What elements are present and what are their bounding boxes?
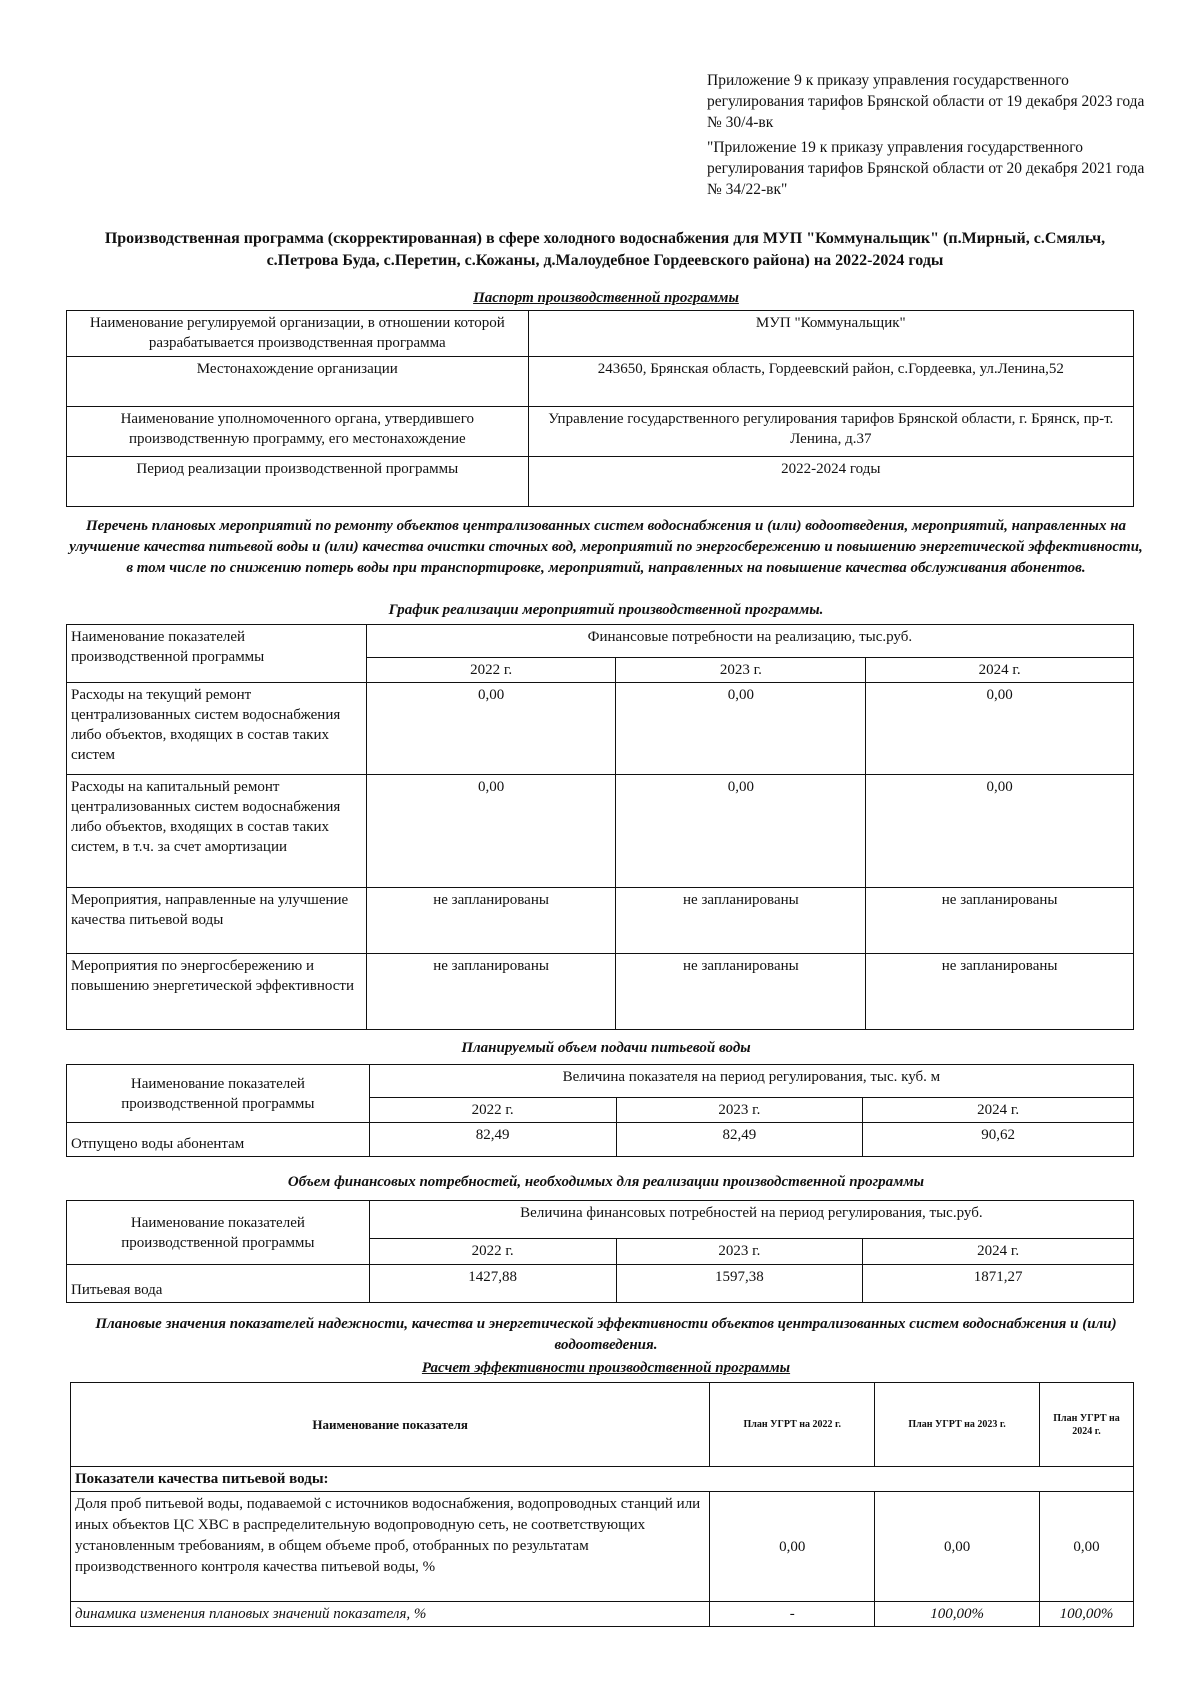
- indicators-table: [70, 1382, 1134, 1627]
- finance-header-row: [67, 1201, 1134, 1239]
- volume-value: 82,49: [616, 1123, 863, 1157]
- finance-value: 1871,27: [863, 1265, 1134, 1303]
- finance-table: [66, 1200, 1134, 1303]
- document-title: Производственная программа (скорректированная) в сфере холодного водоснабжения для МУП "Коммунальщик" (п.Мирный, с.Смяльч, с.Петрова Буда, с.Перетин, с.Кожаны, д.Малоудебное Гордеевского района) на 2022-2024 годы: [104, 230, 1106, 269]
- measure-value: не запланированы: [366, 954, 616, 1030]
- passport-table: [66, 310, 1134, 507]
- table-row: [67, 683, 1134, 775]
- passport-row: [67, 311, 1134, 357]
- volume-label: Отпущено воды абонентам: [67, 1123, 370, 1157]
- passport-value: 2022-2024 годы: [528, 457, 1133, 507]
- year-header: 2023 г.: [616, 658, 866, 683]
- plan-header: План УГРТ на 2024 г.: [1040, 1383, 1134, 1467]
- measures-header-group: Финансовые потребности на реализацию, тыс.руб.: [366, 625, 1133, 658]
- finance-label: Питьевая вода: [67, 1265, 370, 1303]
- passport-label: Местонахождение организации: [67, 357, 529, 407]
- dynamics-value: 100,00%: [875, 1602, 1040, 1627]
- table-row: [71, 1492, 1134, 1602]
- measure-value: не запланированы: [616, 888, 866, 954]
- measure-label: Мероприятия, направленные на улучшение качества питьевой воды: [67, 888, 367, 954]
- passport-row: [67, 407, 1134, 457]
- indicators-subcaption: [66, 1358, 1146, 1379]
- measure-value: не запланированы: [616, 954, 866, 1030]
- year-header: 2022 г.: [366, 658, 616, 683]
- volume-caption: Планируемый объем подачи питьевой воды: [461, 1040, 751, 1056]
- dynamics-value: 100,00%: [1040, 1602, 1134, 1627]
- appendix-line-2: "Приложение 19 к приказу управления государственного регулирования тарифов Брянской области от 20 декабря 2021 года № 34/22-вк": [707, 139, 1145, 198]
- indicator-value: 0,00: [875, 1492, 1040, 1602]
- finance-value: 1597,38: [616, 1265, 863, 1303]
- measures-subcaption: График реализации мероприятий производственной программы.: [388, 602, 824, 618]
- plan-header: План УГРТ на 2023 г.: [875, 1383, 1040, 1467]
- table-row: [67, 1123, 1134, 1157]
- indicator-value: 0,00: [1040, 1492, 1134, 1602]
- indicators-section-title: Показатели качества питьевой воды:: [71, 1467, 1134, 1492]
- indicators-section-row: [71, 1467, 1134, 1492]
- table-row: [67, 775, 1134, 888]
- table-row: [71, 1602, 1134, 1627]
- table-row: [67, 1265, 1134, 1303]
- volume-header-group: Величина показателя на период регулирования, тыс. куб. м: [369, 1065, 1133, 1098]
- finance-header-group: Величина финансовых потребностей на период регулирования, тыс.руб.: [369, 1201, 1133, 1239]
- finance-caption: Объем финансовых потребностей, необходимых для реализации производственной программы: [287, 1174, 925, 1190]
- measure-value: 0,00: [866, 775, 1134, 888]
- appendix-note: [707, 70, 1147, 204]
- table-row: [67, 888, 1134, 954]
- measure-value: 0,00: [616, 775, 866, 888]
- indicator-value: 0,00: [710, 1492, 875, 1602]
- measure-label: Расходы на текущий ремонт централизованных систем водоснабжения либо объектов, входящих в состав таких систем: [67, 683, 367, 775]
- passport-value: МУП "Коммунальщик": [528, 311, 1133, 357]
- finance-value: 1427,88: [369, 1265, 616, 1303]
- passport-caption-text: Паспорт производственной программы: [473, 290, 739, 306]
- measure-value: 0,00: [616, 683, 866, 775]
- passport-label: Наименование регулируемой организации, в отношении которой разрабатывается производственная программа: [67, 311, 529, 357]
- indicators-header-name: Наименование показателя: [71, 1383, 710, 1467]
- plan-header: План УГРТ на 2022 г.: [710, 1383, 875, 1467]
- measure-value: не запланированы: [866, 954, 1134, 1030]
- volume-table: [66, 1064, 1134, 1157]
- finance-header-name: Наименование показателей производственной программы: [67, 1201, 370, 1265]
- indicator-label: Доля проб питьевой воды, подаваемой с источников водоснабжения, водопроводных станций или иных объектов ЦС ХВС в распределительную водопроводную сеть, не соответствующих установленным требованиям, в общем объеме проб, отобранных по результатам производственного контроля качества питьевой воды, %: [71, 1492, 710, 1602]
- dynamics-value: -: [710, 1602, 875, 1627]
- measures-caption: Перечень плановых мероприятий по ремонту объектов централизованных систем водоснабжения и (или) водоотведения, мероприятий, направленных на улучшение качества питьевой воды и (или) качества очистки сточных вод, мероприятий по энергосбережению и повышению энергетической эффективности, в том числе по снижению потерь воды при транспортировке, мероприятий, направленных на повышение качества обслуживания абонентов.: [69, 518, 1143, 576]
- table-row: [67, 954, 1134, 1030]
- year-header: 2024 г.: [863, 1098, 1134, 1123]
- passport-label: Наименование уполномоченного органа, утвердившего производственную программу, его местонахождение: [67, 407, 529, 457]
- measure-value: 0,00: [366, 683, 616, 775]
- year-header: 2023 г.: [616, 1239, 863, 1265]
- measure-label: Расходы на капитальный ремонт централизованных систем водоснабжения либо объектов, входящих в состав таких систем, в т.ч. за счет амортизации: [67, 775, 367, 888]
- measure-value: не запланированы: [866, 888, 1134, 954]
- year-header: 2022 г.: [369, 1239, 616, 1265]
- year-header: 2024 г.: [863, 1239, 1134, 1265]
- measures-table: [66, 624, 1134, 1030]
- passport-value: Управление государственного регулирования тарифов Брянской области, г. Брянск, пр-т. Ленина, д.37: [528, 407, 1133, 457]
- appendix-line-1: Приложение 9 к приказу управления государственного регулирования тарифов Брянской области от 19 декабря 2023 года № 30/4-вк: [707, 72, 1145, 131]
- volume-value: 90,62: [863, 1123, 1134, 1157]
- measures-header-row: [67, 625, 1134, 658]
- indicators-caption: Плановые значения показателей надежности, качества и энергетической эффективности объектов централизованных систем водоснабжения и (или) водоотведения.: [95, 1316, 1117, 1353]
- passport-label: Период реализации производственной программы: [67, 457, 529, 507]
- indicators-subcaption-text: Расчет эффективности производственной программы: [421, 1360, 791, 1376]
- volume-header-name: Наименование показателей производственной программы: [67, 1065, 370, 1123]
- measure-value: не запланированы: [366, 888, 616, 954]
- measure-value: 0,00: [366, 775, 616, 888]
- passport-row: [67, 357, 1134, 407]
- volume-value: 82,49: [369, 1123, 616, 1157]
- measure-label: Мероприятия по энергосбережению и повышению энергетической эффективности: [67, 954, 367, 1030]
- year-header: 2024 г.: [866, 658, 1134, 683]
- indicators-header-row: [71, 1383, 1134, 1467]
- measures-header-name: Наименование показателей производственной программы: [67, 625, 367, 683]
- measure-value: 0,00: [866, 683, 1134, 775]
- dynamics-label: динамика изменения плановых значений показателя, %: [71, 1602, 710, 1627]
- volume-header-row: [67, 1065, 1134, 1098]
- passport-row: [67, 457, 1134, 507]
- passport-value: 243650, Брянская область, Гордеевский район, с.Гордеевка, ул.Ленина,52: [528, 357, 1133, 407]
- year-header: 2023 г.: [616, 1098, 863, 1123]
- year-header: 2022 г.: [369, 1098, 616, 1123]
- passport-caption: [66, 288, 1146, 309]
